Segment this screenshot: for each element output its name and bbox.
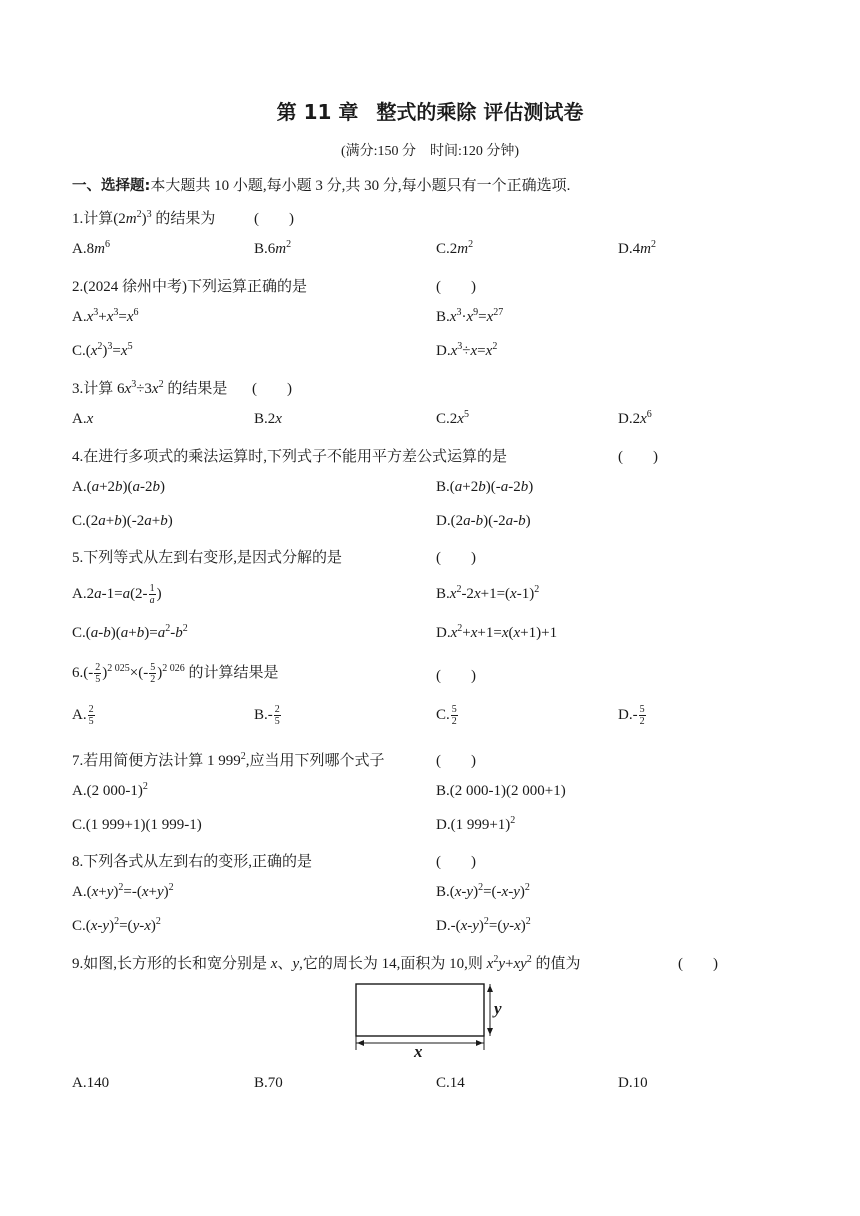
option-c: $C.2x^5$ [436,409,469,427]
fraction: $\frac{2}{5}$ [95,662,101,686]
option-a: A. $\frac{2}{5}$ [72,704,94,727]
question-1-stem: 1.计算$(2m^2)^3$ 的结果为 [72,209,216,227]
option-b: B.- $\frac{2}{5}$ [254,704,280,727]
option-b: B.(a+2b)(-a-2b) [436,479,534,495]
question-4-stem: 4.在进行多项式的乘法运算时,下列式子不能用平方差公式运算的是 [72,449,508,465]
section-label: 一、选择题: [72,178,151,194]
answer-blank: ( ) [436,854,476,870]
option-b: B.(2 000-1)(2 000+1) [436,783,566,799]
option-b: B.2x [254,411,282,427]
page-title [0,96,860,125]
option-c: $C.2m^2$ [436,239,474,257]
answer-blank: ( ) [254,211,294,227]
fraction: $\frac{2}{5}$ [88,704,94,727]
option-d: $D.2x^6$ [618,409,652,427]
option-c: C. $\frac{5}{2}$ [436,704,457,727]
fraction: $\frac{1}{a}$ [149,583,155,606]
question-5-stem: 5.下列等式从左到右变形,是因式分解的是 [72,550,343,566]
option-a: $A.(x+y)^2=-(x+y)^2$ [72,882,174,900]
option-a: A.x [72,411,94,427]
exam-info [0,140,860,160]
width-arrow-left [357,1040,364,1046]
option-c: C.14 [436,1075,465,1091]
fraction: $\frac{5}{2}$ [150,662,156,686]
answer-blank: ( ) [436,753,476,769]
option-a: A.2a-1=a(2- $\frac{1}{a}$ ) [72,583,162,606]
option-d: D.(1 999+1)$^2$ [436,815,516,833]
option-b: $B.x^3\cdot x^9=x^{27}$ [436,307,504,325]
answer-blank: ( ) [436,279,476,295]
question-7-stem: 7.若用简便方法计算 1 $999^2$,应当用下列哪个式子 [72,751,385,769]
height-label: y [494,999,502,1018]
answer-blank: ( ) [252,381,292,397]
test-name: 整式的乘除 评估测试卷 [376,100,584,124]
option-b: B.70 [254,1075,283,1091]
option-d: $D.-(x-y)^2=(y-x)^2$ [436,916,531,934]
option-d: $D.x^2+x+1=x(x+1)+1$ [436,623,558,641]
answer-blank: ( ) [436,550,476,566]
option-b: $B.6m^2$ [254,239,292,257]
answer-blank: ( ) [678,956,718,972]
full-score: (满分:150 分 [340,144,416,159]
chapter-label: 第 11 章 [276,100,359,124]
option-a: A.(a+2b)(a-2b) [72,479,166,495]
time-limit: 时间:120 分钟) [430,144,520,159]
option-a: A.(2 000-1)$^2$ [72,781,148,799]
rectangle-figure [348,976,518,1058]
fraction: $\frac{5}{2}$ [639,704,645,727]
option-b: $B.x^2-2x+1=(x-1)^2$ [436,584,540,602]
option-c: $C.(x-y)^2=(y-x)^2$ [72,916,161,934]
height-arrow-top [487,985,493,992]
height-arrow-bottom [487,1028,493,1035]
option-d: D.- $\frac{5}{2}$ [618,704,645,727]
option-d: $D.4m^2$ [618,239,656,257]
question-8-stem: 8.下列各式从左到右的变形,正确的是 [72,854,313,870]
question-3-stem: 3.计算 $6x^3\div 3x^2$ 的结果是 [72,379,228,397]
rectangle [356,984,484,1036]
fraction: $\frac{5}{2}$ [451,704,457,727]
option-c: C.(2a+b)(-2a+b) [72,513,173,529]
option-b: $B.(x-y)^2=(-x-y)^2$ [436,882,530,900]
option-a: $A.8m^6$ [72,239,110,257]
option-d: $D.x^3\div x=x^2$ [436,341,498,359]
question-9-stem: 9.如图,长方形的长和宽分别是 x、y,它的周长为 14,面积为 10,则 $x^2y+xy^2$ 的值为 [72,954,581,972]
width-arrow-right [476,1040,483,1046]
section-heading [72,174,570,195]
answer-blank: ( ) [436,668,476,684]
question-2-stem: 2.(2024 徐州中考)下列运算正确的是 [72,279,307,295]
option-a: $A.x^3+x^3=x^6$ [72,307,139,325]
section-instructions: 本大题共 10 小题,每小题 3 分,共 30 分,每小题只有一个正确选项. [150,178,571,194]
option-c: $C.(a-b)(a+b)=a^2-b^2$ [72,623,188,641]
question-6-stem: 6.(- $\frac{2}{5}$ )$^{2 025}$×(- $\frac{5}{2}$ )$^{2 026}$ 的计算结果是 [72,662,279,686]
width-label: x [414,1042,423,1058]
answer-blank: ( ) [618,449,658,465]
fraction: $\frac{2}{5}$ [274,704,280,727]
option-d: D.(2a-b)(-2a-b) [436,513,531,529]
option-d: D.10 [618,1075,648,1091]
option-a: A.140 [72,1075,110,1091]
option-c: $C.(x^2)^3=x^5$ [72,341,133,359]
option-c: C.(1 999+1)(1 999-1) [72,817,202,833]
